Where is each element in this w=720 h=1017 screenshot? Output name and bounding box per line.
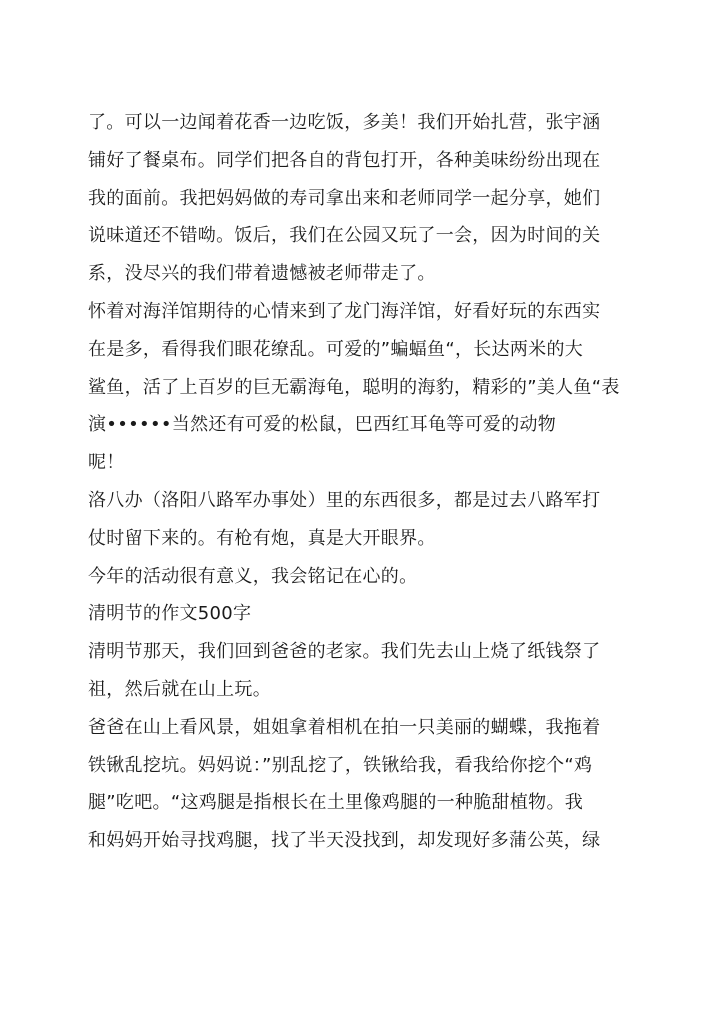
text-line: 和妈妈开始寻找鸡腿，找了半天没找到，却发现好多蒲公英，绿 [88,830,601,852]
text-line: 今年的活动很有意义，我会铭记在心的。 [88,565,418,587]
section-heading: 清明节的作文500字 [88,603,252,625]
text-line: 洛八办（洛阳八路军办事处）里的东西很多，都是过去八路军打 [88,489,601,511]
text-line: 爸爸在山上看风景，姐姐拿着相机在拍一只美丽的蝴蝶，我拖着 [88,716,601,738]
essay-text [88,104,636,860]
text-line: 腿”吃吧。“这鸡腿是指根长在土里像鸡腿的一种脆甜植物。我 [88,792,584,814]
text-line: 呢！ [88,452,125,474]
text-line: 我的面前。我把妈妈做的寿司拿出来和老师同学一起分享，她们 [88,187,601,209]
text-line: 清明节那天，我们回到爸爸的老家。我们先去山上烧了纸钱祭了 [88,641,601,663]
text-line: 鲨鱼，活了上百岁的巨无霸海龟，聪明的海豹，精彩的”美人鱼“表 [88,376,620,398]
text-line: 怀着对海洋馆期待的心情来到了龙门海洋馆，好看好玩的东西实 [88,300,601,322]
text-line: 了。可以一边闻着花香一边吃饭，多美！我们开始扎营，张宇涵 [88,112,601,133]
text-line: 铁锹乱挖坑。妈妈说：”别乱挖了，铁锹给我，看我给你挖个“鸡 [88,754,593,776]
text-line: 说味道还不错呦。饭后，我们在公园又玩了一会，因为时间的关 [88,225,601,247]
text-line: 铺好了餐桌布。同学们把各自的背包打开，各种美味纷纷出现在 [88,149,601,171]
text-line: 祖，然后就在山上玩。 [88,678,271,700]
text-line: 系，没尽兴的我们带着遗憾被老师带走了。 [88,263,436,285]
text-line: 演••••••当然还有可爱的松鼠，巴西红耳龟等可爱的动物 [88,414,557,436]
text-line: 在是多，看得我们眼花缭乱。可爱的”蝙蝠鱼“，长达两米的大 [88,338,584,360]
text-line: 仗时留下来的。有枪有炮，真是大开眼界。 [88,527,436,549]
